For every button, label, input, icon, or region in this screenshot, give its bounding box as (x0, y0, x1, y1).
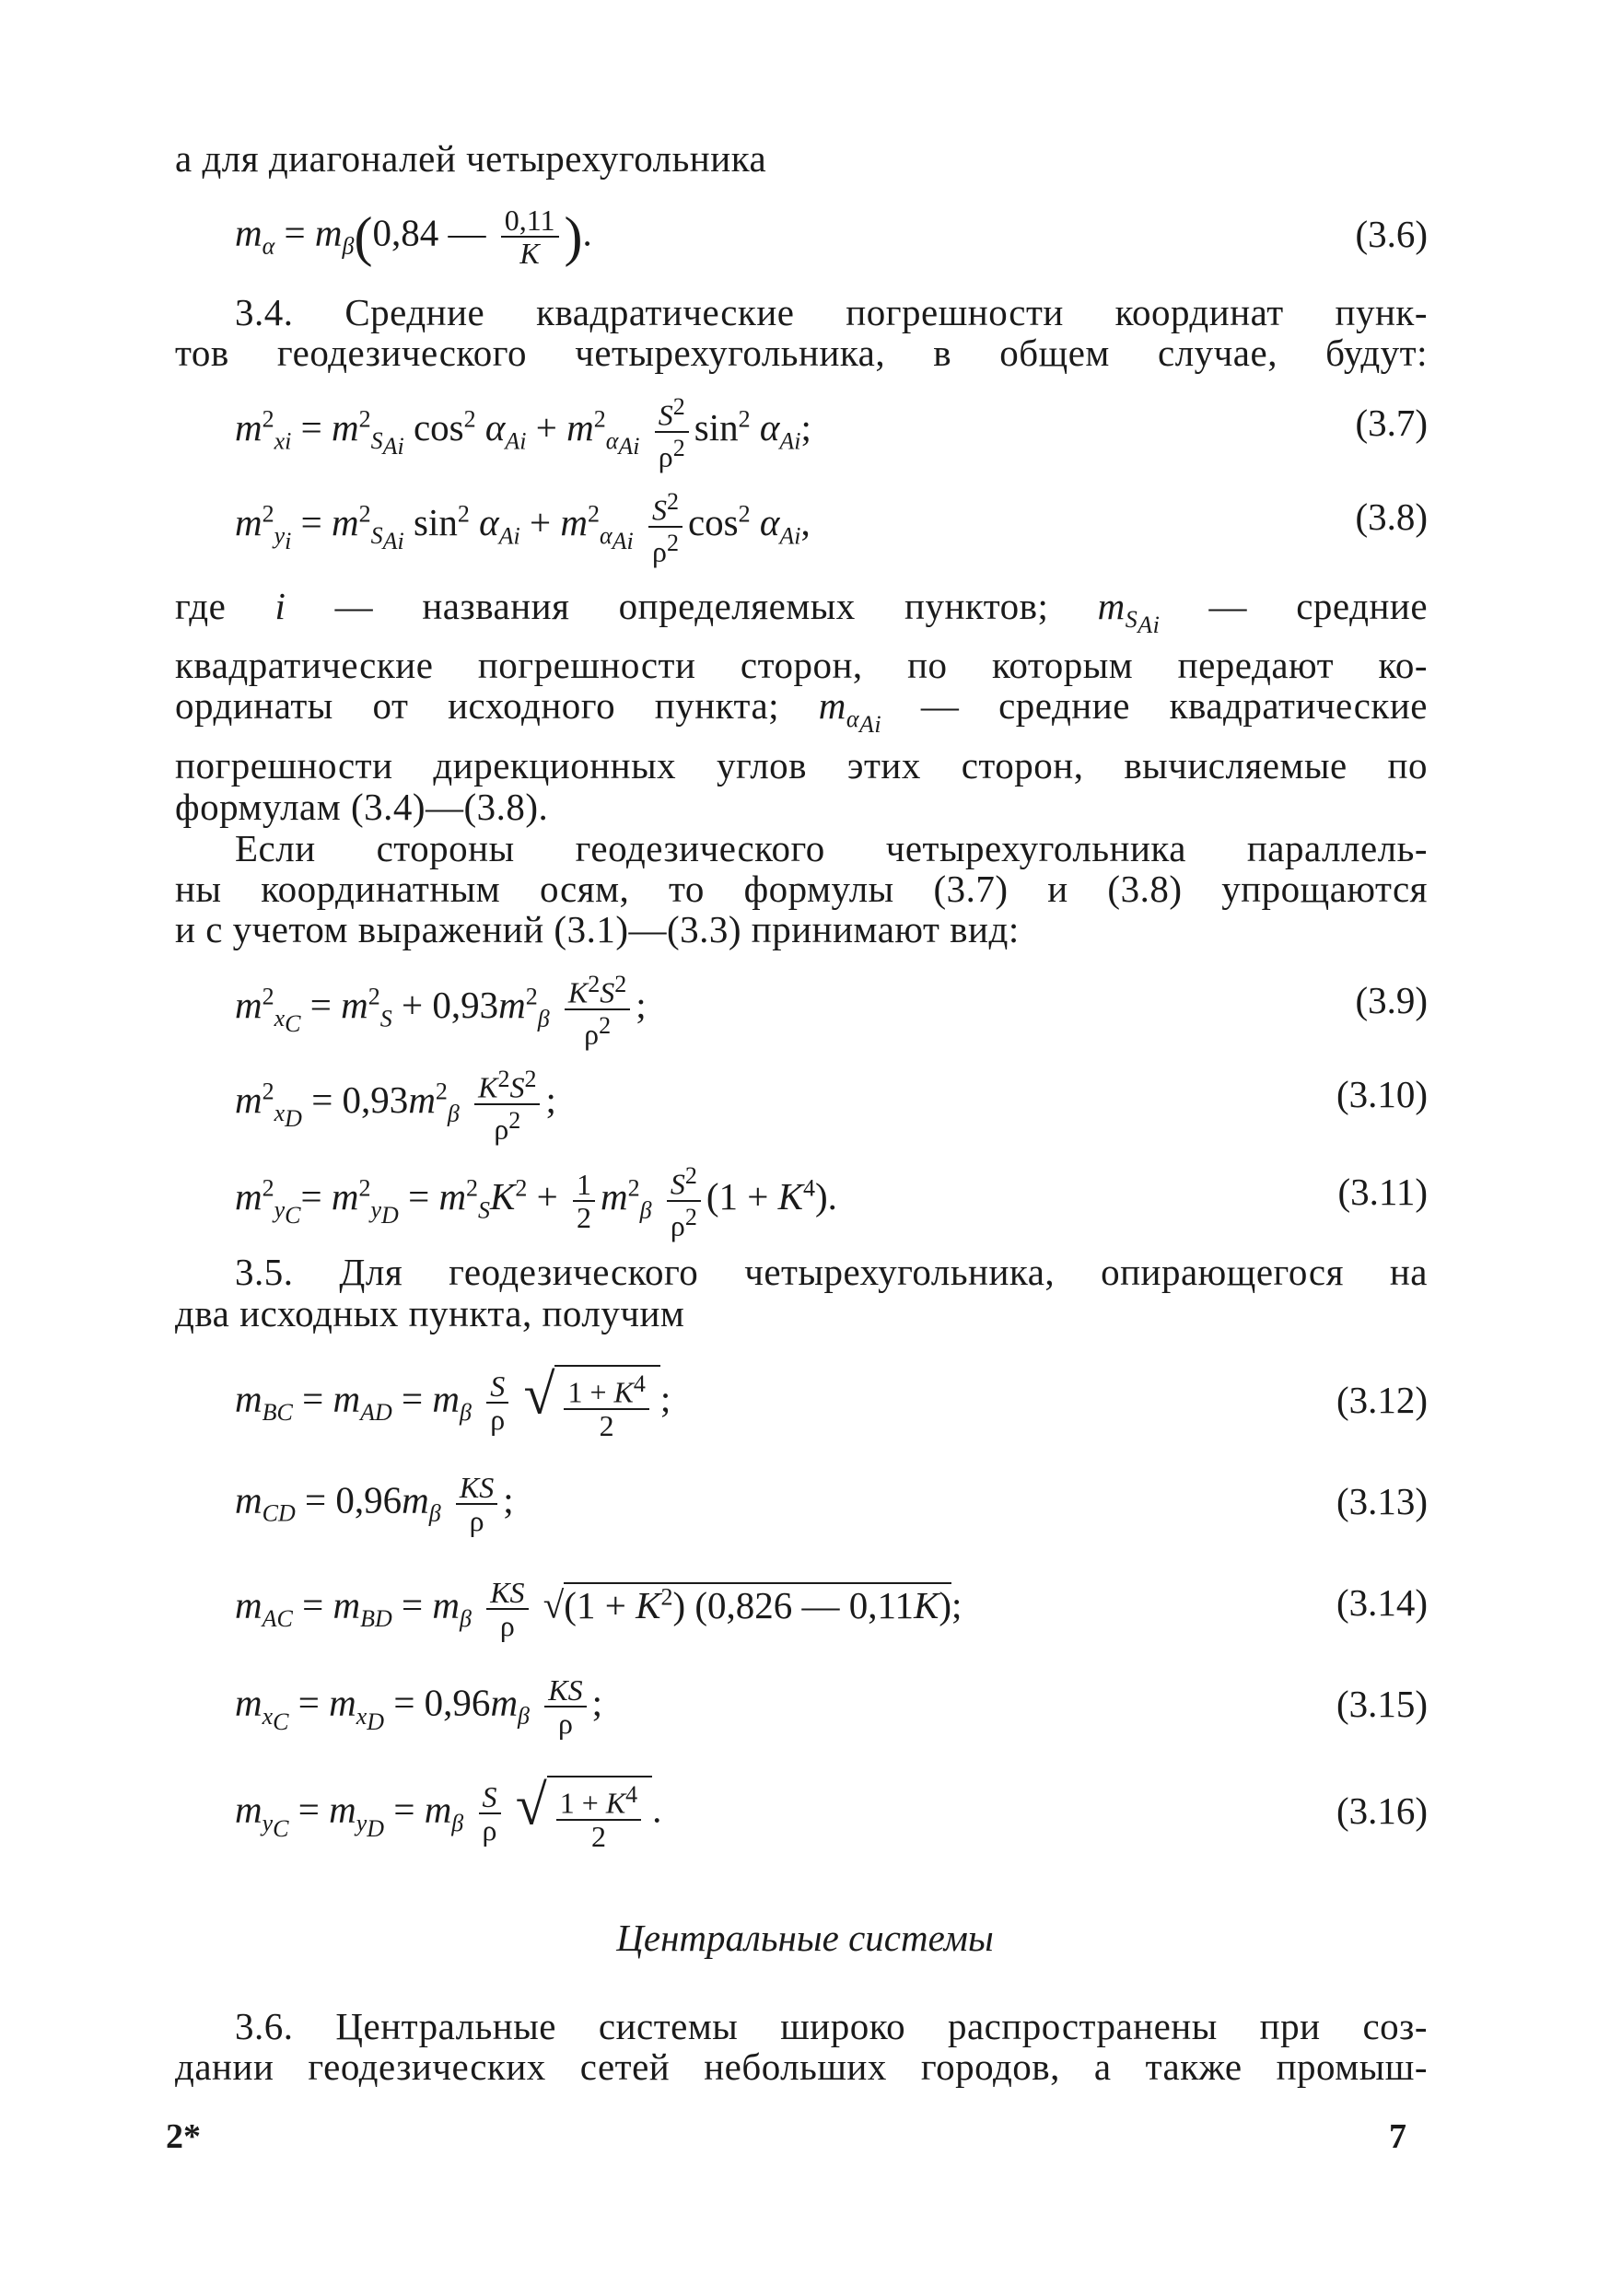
equation-3-16: $m_{y_C} = m_{y_D} = m_\beta$ $\frac{S}{\rho}$ √ $\frac{1 + K^4}{2}$ . (235, 1774, 662, 1853)
equation-number: (3.14) (1336, 1581, 1428, 1624)
equation-3-6: $m_\alpha = m_\beta(0,84$ — $\frac{0,11}{K}$ ). (235, 204, 592, 270)
text-line: Если стороны геодезического четырехугольника параллель- (235, 827, 1428, 869)
equation-number: (3.15) (1336, 1683, 1428, 1725)
text-line: два исходных пункта, получим (175, 1292, 685, 1334)
equation-number: (3.13) (1336, 1480, 1428, 1522)
text-line: формулам (3.4)—(3.8). (175, 786, 549, 828)
equation-3-13: $m_{CD} = 0,96m_\beta$ $\frac{KS}{\rho}$ ; (235, 1471, 514, 1537)
equation-3-14: $m_{AC} = m_{BD} = m_\beta$ $\frac{KS}{\rho}$ $√(1 + K^2)$ (0,826 — 0,11K); (235, 1576, 962, 1643)
text-line: 3.4. Средние квадратические погрешности координат пунк- (235, 291, 1428, 333)
equation-number: (3.9) (1355, 979, 1428, 1021)
equation-number: (3.7) (1355, 402, 1428, 444)
equation-3-11: $m^2_{y_C}= m^2_{y_D} = m^2_SK^2$ + $\frac{1}{2}$ $m^2_\beta$ $\frac{S^2}{\rho^2}$ $(1 + K^4)$. (235, 1162, 837, 1242)
equation-3-8: $m^2_{y_i} = m^2_{S_{Ai}}$ $\sin^2 \alpha_{Ai} + m^2_{\alpha_{Ai}}$ $\frac{S^2}{\rho^2}$ $\cos^2 \alpha_{Ai}$, (235, 488, 811, 568)
equation-number: (3.6) (1355, 213, 1428, 255)
text-line: и с учетом выражений (3.1)—(3.3) принимают вид: (175, 908, 1020, 950)
equation-number: (3.16) (1336, 1789, 1428, 1832)
signature-mark: 2* (166, 2117, 201, 2156)
equation-number: (3.10) (1336, 1073, 1428, 1115)
equation-3-10: $m^2_{x_D} = 0,93m^2_\beta$ $\frac{K^2S^2}{\rho^2}$ ; (235, 1066, 556, 1146)
equation-3-15: $m_{x_C} = m_{x_D} = 0,96m_\beta$ $\frac{KS}{\rho}$ ; (235, 1673, 602, 1740)
page-number: 7 (1389, 2117, 1406, 2156)
equation-3-7: $m^2_{xi} = m^2_{S_{Ai}}$ $\cos^2 \alpha_{Ai} + m^2_{\alpha_{Ai}}$ $\frac{S^2}{\rho^2}$ $\sin^2 \alpha_{Ai}$; (235, 393, 811, 473)
text-line: 3.5. Для геодезического четырехугольника, опирающегося на (235, 1251, 1428, 1293)
text-line: погрешности дирекционных углов этих сторон, вычисляемые по (175, 744, 1428, 787)
text-line: где i — названия определяемых пунктов; $m_{S_{Ai}}$ — средние (175, 585, 1429, 639)
equation-number: (3.8) (1355, 495, 1428, 538)
equation-number: (3.11) (1337, 1171, 1428, 1213)
text-line: ординаты от исходного пункта; $m_{\alpha_{Ai}}$ — средние квадратические (175, 684, 1428, 739)
text-line: квадратические погрешности сторон, по которым передают ко- (175, 644, 1428, 686)
text-line: а для диагоналей четырехугольника (175, 137, 767, 180)
text-line: 3.6. Центральные системы широко распространены при соз- (235, 2005, 1428, 2047)
equation-number: (3.12) (1336, 1379, 1428, 1421)
text-line: дании геодезических сетей небольших городов, а также промыш- (175, 2045, 1428, 2088)
text-line: тов геодезического четырехугольника, в общем случае, будут: (175, 332, 1428, 374)
equation-3-12: $m_{BC} = m_{AD} = m_\beta$ $\frac{S}{\rho}$ √ $\frac{1 + K^4}{2}$ ; (235, 1363, 671, 1442)
equation-3-9: $m^2_{x_C} = m^2_S + 0,93m^2_\beta$ $\frac{K^2S^2}{\rho^2}$ ; (235, 971, 647, 1051)
section-heading: Центральные системы (616, 1917, 994, 1959)
text-line: ны координатным осям, то формулы (3.7) и (3.8) упрощаются (175, 868, 1428, 910)
